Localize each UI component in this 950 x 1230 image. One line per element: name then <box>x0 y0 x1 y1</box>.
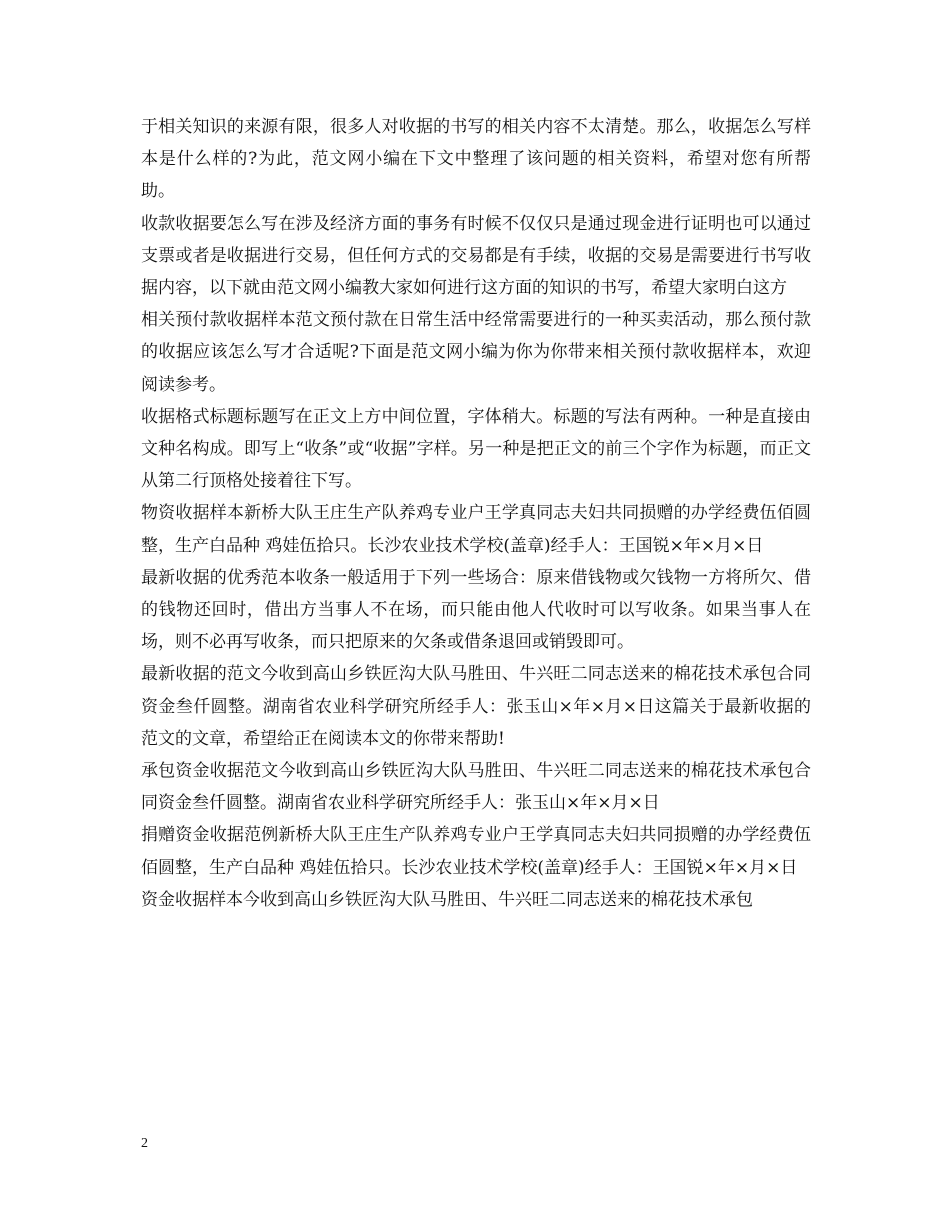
paragraph-3: 相关预付款收据样本范文预付款在日常生活中经常需要进行的一种买卖活动，那么预付款的收据应该怎么写才合适呢?下面是范文网小编为你为你带来相关预付款收据样本，欢迎阅读参考。 <box>141 310 811 395</box>
paragraph-1: 于相关知识的来源有限，很多人对收据的书写的相关内容不太清楚。那么，收据怎么写样本是什么样的?为此，范文网小编在下文中整理了该问题的相关资料，希望对您有所帮助。 <box>141 117 811 202</box>
paragraph-5: 物资收据样本新桥大队王庄生产队养鸡专业户王学真同志夫妇共同损赠的办学经费伍佰圆整，生产白品种 鸡娃伍拾只。长沙农业技术学校(盖章)经手人：王国锐×年×月×日 <box>141 503 811 556</box>
paragraph-2: 收款收据要怎么写在涉及经济方面的事务有时候不仅仅只是通过现金进行证明也可以通过支票或者是收据进行交易，但任何方式的交易都是有手续，收据的交易是需要进行书写收据内容，以下就由范文网小编教大家如何进行这方面的知识的书写，希望大家明白这方 <box>141 213 811 299</box>
paragraph-8: 承包资金收据范文今收到高山乡铁匠沟大队马胜田、牛兴旺二同志送来的棉花技术承包合同资金叁仟圆整。湖南省农业科学研究所经手人：张玉山×年×月×日 <box>141 761 811 814</box>
paragraph-7: 最新收据的范文今收到高山乡铁匠沟大队马胜田、牛兴旺二同志送来的棉花技术承包合同资金叁仟圆整。湖南省农业科学研究所经手人：张玉山×年×月×日这篇关于最新收据的范文的文章，希望给正在阅读本文的你带来帮助! <box>141 664 811 749</box>
paragraph-10: 资金收据样本今收到高山乡铁匠沟大队马胜田、牛兴旺二同志送来的棉花技术承包 <box>141 889 753 910</box>
paragraph-6: 最新收据的优秀范本收条一般适用于下列一些场合：原来借钱物或欠钱物一方将所欠、借的钱物还回时，借出方当事人不在场，而只能由他人代收时可以写收条。如果当事人在场，则不必再写收条，而只把原来的欠条或借条退回或销毁即可。 <box>141 567 811 653</box>
paragraph-9: 捐赠资金收据范例新桥大队王庄生产队养鸡专业户王学真同志夫妇共同损赠的办学经费伍佰圆整，生产白品种 鸡娃伍拾只。长沙农业技术学校(盖章)经手人：王国锐×年×月×日 <box>141 825 811 878</box>
paragraph-4: 收据格式标题标题写在正文上方中间位置，字体稍大。标题的写法有两种。一种是直接由文种名构成。即写上“收条”或“收据”字样。另一种是把正文的前三个字作为标题，而正文从第二行顶格处接着往下写。 <box>141 406 811 492</box>
page-number: 2 <box>141 1136 148 1151</box>
document-body <box>141 111 811 916</box>
